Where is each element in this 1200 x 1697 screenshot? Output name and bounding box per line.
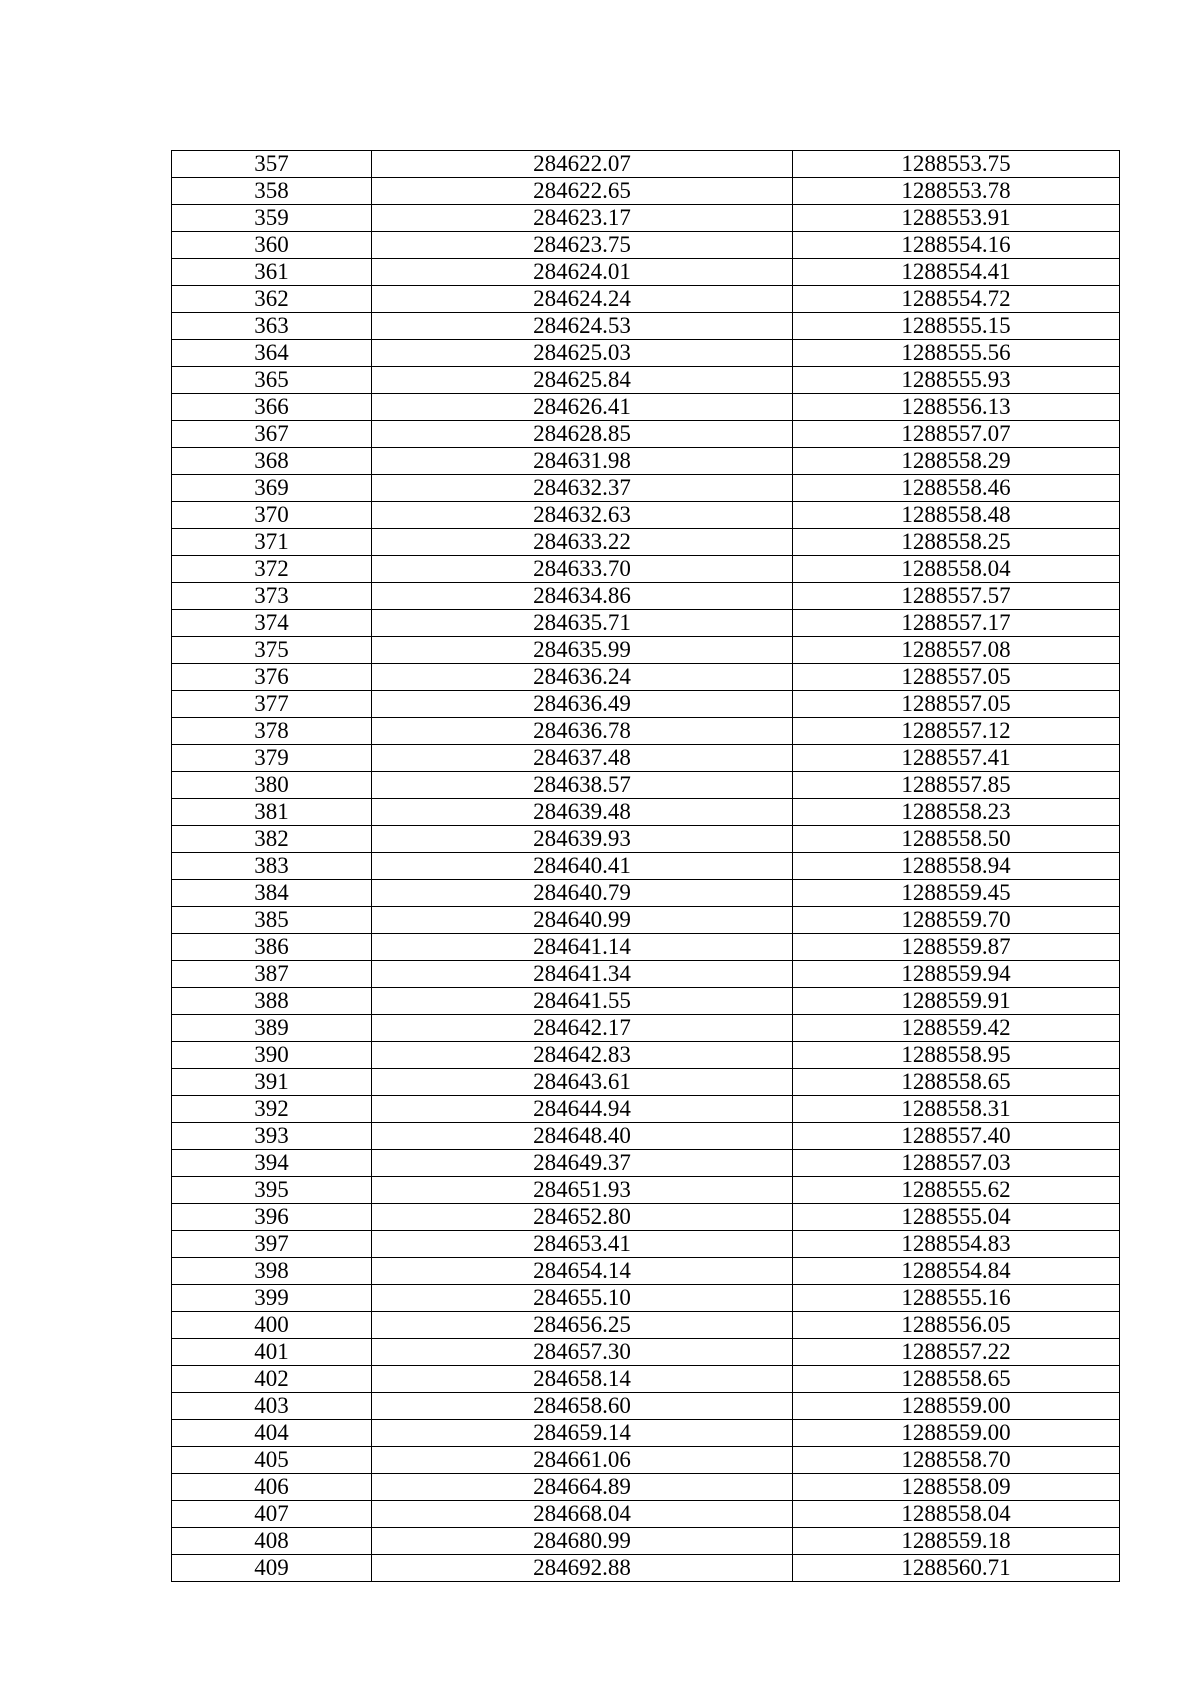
table-row [172,1555,1120,1582]
x-coordinate-cell: 284635.99 [372,637,793,664]
point-number-cell: 399 [172,1285,372,1312]
table-row [172,367,1120,394]
table-row [172,1231,1120,1258]
y-coordinate-cell: 1288555.56 [793,340,1120,367]
table-row [172,1042,1120,1069]
point-number-cell: 372 [172,556,372,583]
point-number-cell: 395 [172,1177,372,1204]
x-coordinate-cell: 284659.14 [372,1420,793,1447]
y-coordinate-cell: 1288559.87 [793,934,1120,961]
point-number-cell: 388 [172,988,372,1015]
x-coordinate-cell: 284640.41 [372,853,793,880]
x-coordinate-cell: 284628.85 [372,421,793,448]
x-coordinate-cell: 284658.14 [372,1366,793,1393]
point-number-cell: 384 [172,880,372,907]
x-coordinate-cell: 284641.34 [372,961,793,988]
x-coordinate-cell: 284639.93 [372,826,793,853]
y-coordinate-cell: 1288555.93 [793,367,1120,394]
coordinate-table [171,150,1120,1582]
table-row [172,1339,1120,1366]
y-coordinate-cell: 1288557.40 [793,1123,1120,1150]
point-number-cell: 407 [172,1501,372,1528]
table-row [172,772,1120,799]
point-number-cell: 381 [172,799,372,826]
y-coordinate-cell: 1288557.05 [793,691,1120,718]
point-number-cell: 366 [172,394,372,421]
table-row [172,1069,1120,1096]
y-coordinate-cell: 1288559.91 [793,988,1120,1015]
point-number-cell: 369 [172,475,372,502]
y-coordinate-cell: 1288558.23 [793,799,1120,826]
table-row [172,1015,1120,1042]
point-number-cell: 406 [172,1474,372,1501]
point-number-cell: 409 [172,1555,372,1582]
point-number-cell: 379 [172,745,372,772]
y-coordinate-cell: 1288557.03 [793,1150,1120,1177]
table-row [172,475,1120,502]
table-row [172,610,1120,637]
y-coordinate-cell: 1288557.17 [793,610,1120,637]
y-coordinate-cell: 1288555.04 [793,1204,1120,1231]
table-row [172,1258,1120,1285]
point-number-cell: 358 [172,178,372,205]
y-coordinate-cell: 1288554.84 [793,1258,1120,1285]
y-coordinate-cell: 1288559.00 [793,1420,1120,1447]
y-coordinate-cell: 1288558.50 [793,826,1120,853]
point-number-cell: 364 [172,340,372,367]
x-coordinate-cell: 284640.99 [372,907,793,934]
table-row [172,340,1120,367]
table-row [172,178,1120,205]
table-row [172,313,1120,340]
point-number-cell: 370 [172,502,372,529]
point-number-cell: 382 [172,826,372,853]
point-number-cell: 365 [172,367,372,394]
x-coordinate-cell: 284642.83 [372,1042,793,1069]
x-coordinate-cell: 284656.25 [372,1312,793,1339]
table-row [172,1393,1120,1420]
point-number-cell: 362 [172,286,372,313]
y-coordinate-cell: 1288559.94 [793,961,1120,988]
y-coordinate-cell: 1288559.70 [793,907,1120,934]
y-coordinate-cell: 1288557.57 [793,583,1120,610]
x-coordinate-cell: 284651.93 [372,1177,793,1204]
table-row [172,151,1120,178]
coordinate-table-body [172,151,1120,1582]
y-coordinate-cell: 1288557.85 [793,772,1120,799]
y-coordinate-cell: 1288558.65 [793,1366,1120,1393]
table-row [172,1312,1120,1339]
y-coordinate-cell: 1288558.04 [793,1501,1120,1528]
point-number-cell: 392 [172,1096,372,1123]
x-coordinate-cell: 284633.70 [372,556,793,583]
table-row [172,421,1120,448]
point-number-cell: 385 [172,907,372,934]
x-coordinate-cell: 284639.48 [372,799,793,826]
point-number-cell: 368 [172,448,372,475]
y-coordinate-cell: 1288557.41 [793,745,1120,772]
x-coordinate-cell: 284680.99 [372,1528,793,1555]
x-coordinate-cell: 284622.07 [372,151,793,178]
y-coordinate-cell: 1288554.41 [793,259,1120,286]
point-number-cell: 361 [172,259,372,286]
x-coordinate-cell: 284668.04 [372,1501,793,1528]
x-coordinate-cell: 284625.03 [372,340,793,367]
point-number-cell: 376 [172,664,372,691]
x-coordinate-cell: 284624.01 [372,259,793,286]
y-coordinate-cell: 1288560.71 [793,1555,1120,1582]
y-coordinate-cell: 1288554.83 [793,1231,1120,1258]
table-row [172,502,1120,529]
point-number-cell: 398 [172,1258,372,1285]
x-coordinate-cell: 284625.84 [372,367,793,394]
y-coordinate-cell: 1288553.75 [793,151,1120,178]
y-coordinate-cell: 1288557.22 [793,1339,1120,1366]
y-coordinate-cell: 1288559.18 [793,1528,1120,1555]
y-coordinate-cell: 1288559.00 [793,1393,1120,1420]
x-coordinate-cell: 284623.75 [372,232,793,259]
point-number-cell: 373 [172,583,372,610]
y-coordinate-cell: 1288558.95 [793,1042,1120,1069]
point-number-cell: 377 [172,691,372,718]
x-coordinate-cell: 284654.14 [372,1258,793,1285]
table-row [172,988,1120,1015]
table-row [172,1501,1120,1528]
y-coordinate-cell: 1288558.46 [793,475,1120,502]
x-coordinate-cell: 284636.78 [372,718,793,745]
table-row [172,1285,1120,1312]
point-number-cell: 363 [172,313,372,340]
y-coordinate-cell: 1288557.08 [793,637,1120,664]
point-number-cell: 390 [172,1042,372,1069]
point-number-cell: 374 [172,610,372,637]
x-coordinate-cell: 284642.17 [372,1015,793,1042]
table-row [172,961,1120,988]
table-row [172,664,1120,691]
table-row [172,1366,1120,1393]
y-coordinate-cell: 1288559.42 [793,1015,1120,1042]
point-number-cell: 367 [172,421,372,448]
point-number-cell: 359 [172,205,372,232]
y-coordinate-cell: 1288554.72 [793,286,1120,313]
point-number-cell: 402 [172,1366,372,1393]
x-coordinate-cell: 284641.14 [372,934,793,961]
x-coordinate-cell: 284649.37 [372,1150,793,1177]
point-number-cell: 391 [172,1069,372,1096]
y-coordinate-cell: 1288555.15 [793,313,1120,340]
point-number-cell: 394 [172,1150,372,1177]
x-coordinate-cell: 284637.48 [372,745,793,772]
x-coordinate-cell: 284633.22 [372,529,793,556]
point-number-cell: 396 [172,1204,372,1231]
y-coordinate-cell: 1288558.65 [793,1069,1120,1096]
y-coordinate-cell: 1288558.94 [793,853,1120,880]
point-number-cell: 380 [172,772,372,799]
x-coordinate-cell: 284638.57 [372,772,793,799]
y-coordinate-cell: 1288553.78 [793,178,1120,205]
point-number-cell: 387 [172,961,372,988]
table-row [172,529,1120,556]
x-coordinate-cell: 284652.80 [372,1204,793,1231]
table-row [172,1177,1120,1204]
x-coordinate-cell: 284636.24 [372,664,793,691]
x-coordinate-cell: 284631.98 [372,448,793,475]
table-row [172,1447,1120,1474]
table-row [172,1474,1120,1501]
x-coordinate-cell: 284624.24 [372,286,793,313]
x-coordinate-cell: 284661.06 [372,1447,793,1474]
point-number-cell: 408 [172,1528,372,1555]
point-number-cell: 404 [172,1420,372,1447]
y-coordinate-cell: 1288558.09 [793,1474,1120,1501]
x-coordinate-cell: 284632.63 [372,502,793,529]
table-row [172,556,1120,583]
x-coordinate-cell: 284653.41 [372,1231,793,1258]
point-number-cell: 360 [172,232,372,259]
table-row [172,745,1120,772]
x-coordinate-cell: 284623.17 [372,205,793,232]
x-coordinate-cell: 284636.49 [372,691,793,718]
x-coordinate-cell: 284644.94 [372,1096,793,1123]
table-row [172,880,1120,907]
table-row [172,448,1120,475]
x-coordinate-cell: 284692.88 [372,1555,793,1582]
point-number-cell: 403 [172,1393,372,1420]
point-number-cell: 389 [172,1015,372,1042]
x-coordinate-cell: 284640.79 [372,880,793,907]
table-row [172,799,1120,826]
point-number-cell: 386 [172,934,372,961]
y-coordinate-cell: 1288556.13 [793,394,1120,421]
table-row [172,205,1120,232]
table-row [172,394,1120,421]
point-number-cell: 393 [172,1123,372,1150]
y-coordinate-cell: 1288557.05 [793,664,1120,691]
table-row [172,583,1120,610]
y-coordinate-cell: 1288553.91 [793,205,1120,232]
x-coordinate-cell: 284641.55 [372,988,793,1015]
point-number-cell: 375 [172,637,372,664]
table-row [172,1420,1120,1447]
table-row [172,1123,1120,1150]
y-coordinate-cell: 1288558.25 [793,529,1120,556]
x-coordinate-cell: 284632.37 [372,475,793,502]
point-number-cell: 357 [172,151,372,178]
point-number-cell: 400 [172,1312,372,1339]
point-number-cell: 401 [172,1339,372,1366]
y-coordinate-cell: 1288557.07 [793,421,1120,448]
table-row [172,691,1120,718]
y-coordinate-cell: 1288556.05 [793,1312,1120,1339]
table-row [172,907,1120,934]
point-number-cell: 383 [172,853,372,880]
x-coordinate-cell: 284664.89 [372,1474,793,1501]
y-coordinate-cell: 1288558.48 [793,502,1120,529]
x-coordinate-cell: 284635.71 [372,610,793,637]
y-coordinate-cell: 1288554.16 [793,232,1120,259]
x-coordinate-cell: 284624.53 [372,313,793,340]
y-coordinate-cell: 1288555.16 [793,1285,1120,1312]
table-row [172,637,1120,664]
table-row [172,1528,1120,1555]
x-coordinate-cell: 284622.65 [372,178,793,205]
point-number-cell: 397 [172,1231,372,1258]
y-coordinate-cell: 1288558.70 [793,1447,1120,1474]
x-coordinate-cell: 284626.41 [372,394,793,421]
table-row [172,718,1120,745]
table-row [172,286,1120,313]
y-coordinate-cell: 1288555.62 [793,1177,1120,1204]
table-row [172,826,1120,853]
point-number-cell: 378 [172,718,372,745]
table-row [172,853,1120,880]
table-row [172,1204,1120,1231]
table-row [172,934,1120,961]
table-row [172,259,1120,286]
y-coordinate-cell: 1288557.12 [793,718,1120,745]
x-coordinate-cell: 284643.61 [372,1069,793,1096]
x-coordinate-cell: 284648.40 [372,1123,793,1150]
x-coordinate-cell: 284655.10 [372,1285,793,1312]
y-coordinate-cell: 1288558.29 [793,448,1120,475]
x-coordinate-cell: 284634.86 [372,583,793,610]
table-row [172,1150,1120,1177]
point-number-cell: 405 [172,1447,372,1474]
table-row [172,232,1120,259]
y-coordinate-cell: 1288559.45 [793,880,1120,907]
point-number-cell: 371 [172,529,372,556]
table-row [172,1096,1120,1123]
y-coordinate-cell: 1288558.04 [793,556,1120,583]
x-coordinate-cell: 284657.30 [372,1339,793,1366]
y-coordinate-cell: 1288558.31 [793,1096,1120,1123]
x-coordinate-cell: 284658.60 [372,1393,793,1420]
